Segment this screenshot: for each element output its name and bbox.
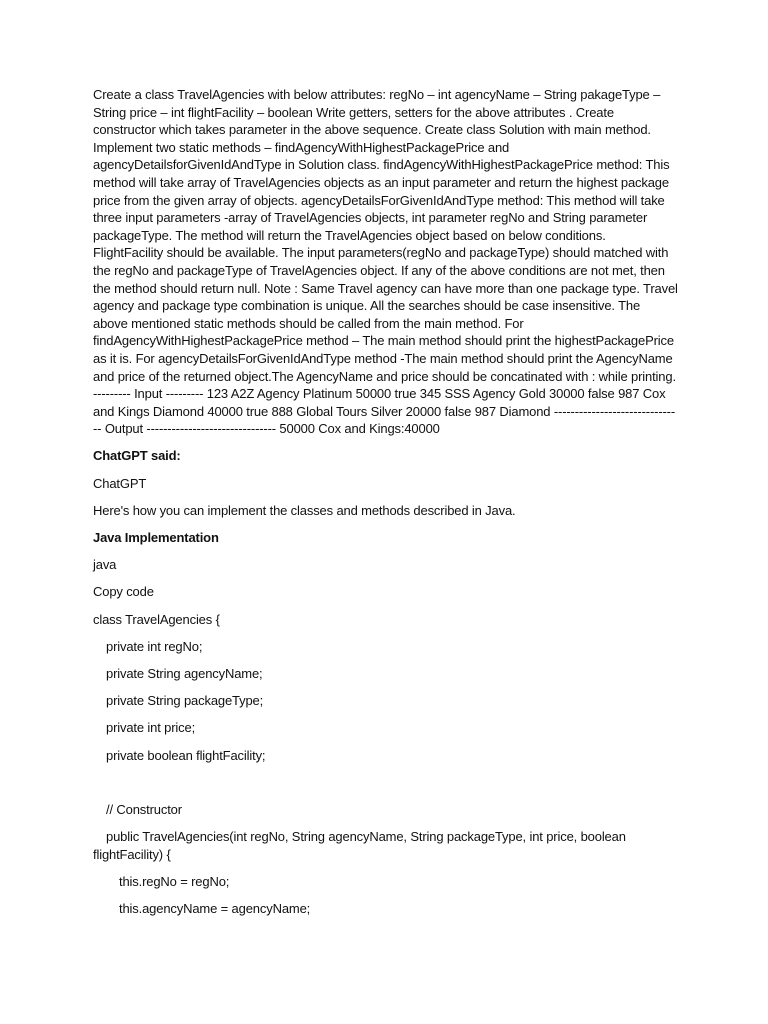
copy-code-label: Copy code — [93, 584, 154, 600]
code-comment: // Constructor — [106, 801, 182, 817]
blank-line — [93, 774, 678, 792]
code-line: private boolean flightFacility; — [106, 747, 266, 763]
chatgpt-label: ChatGPT — [93, 475, 147, 491]
intro-paragraph: Here's how you can implement the classes and methods described in Java. — [93, 502, 516, 518]
chatgpt-said-heading: ChatGPT said: — [93, 448, 181, 464]
code-line: private int regNo; — [106, 638, 203, 654]
code-line: private int price; — [106, 720, 196, 736]
code-line: private String packageType; — [106, 693, 264, 709]
section-heading: Java Implementation — [93, 530, 219, 546]
language-label: java — [93, 557, 117, 573]
code-line: this.agencyName = agencyName; — [119, 901, 311, 917]
code-line-text: public TravelAgencies(int regNo, String agencyName, String packageType, int price, boolean flightFacility) { — [93, 829, 626, 862]
code-line — [93, 828, 678, 863]
code-line: this.regNo = regNo; — [119, 873, 230, 889]
document-page — [93, 86, 678, 927]
code-line: private String agencyName; — [106, 665, 263, 681]
question-paragraph: Create a class TravelAgencies with below attributes: regNo – int agencyName – String pakageType – String price – int flightFacility – boolean Write getters, setters for the above attributes . Create constructor which takes parameter in the above sequence. Create class Solution with main method. Implement two static methods – findAgencyWithHighestPackagePrice and agencyDetailsforGivenIdAndType in Solution class. findAgencyWithHighestPackagePrice method: This method will take array of TravelAgencies objects as an input parameter and return the highest package price from the given array of objects. agencyDetailsForGivenIdAndType method: This method will take three input parameters -array of TravelAgencies objects, int parameter regNo and String parameter packageType. The method will return the TravelAgencies object based on below conditions. FlightFacility should be available. The input parameters(regNo and packageType) should matched with the regNo and packageType of TravelAgencies object. If any of the above conditions are not met, then the method should return null. Note : Same Travel agency can have more than one package type. Travel agency and package type combination is unique. All the searches should be case insensitive. The above mentioned static methods should be called from the main method. For findAgencyWithHighestPackagePrice method – The main method should print the highestPackagePrice as it is. For agencyDetailsForGivenIdAndType method -The main method should print the AgencyName and price of the returned object.The AgencyName and price should be concatinated with : while printing. --------- Input --------- 123 A2Z Agency Platinum 50000 true 345 SSS Agency Gold 30000 false 987 Cox and Kings Diamond 40000 true 888 Global Tours Silver 20000 false 987 Diamond ------------------------------- Output ------------------------------- 50000 Cox and Kings:40000 — [93, 87, 678, 437]
code-line: class TravelAgencies { — [93, 611, 220, 627]
